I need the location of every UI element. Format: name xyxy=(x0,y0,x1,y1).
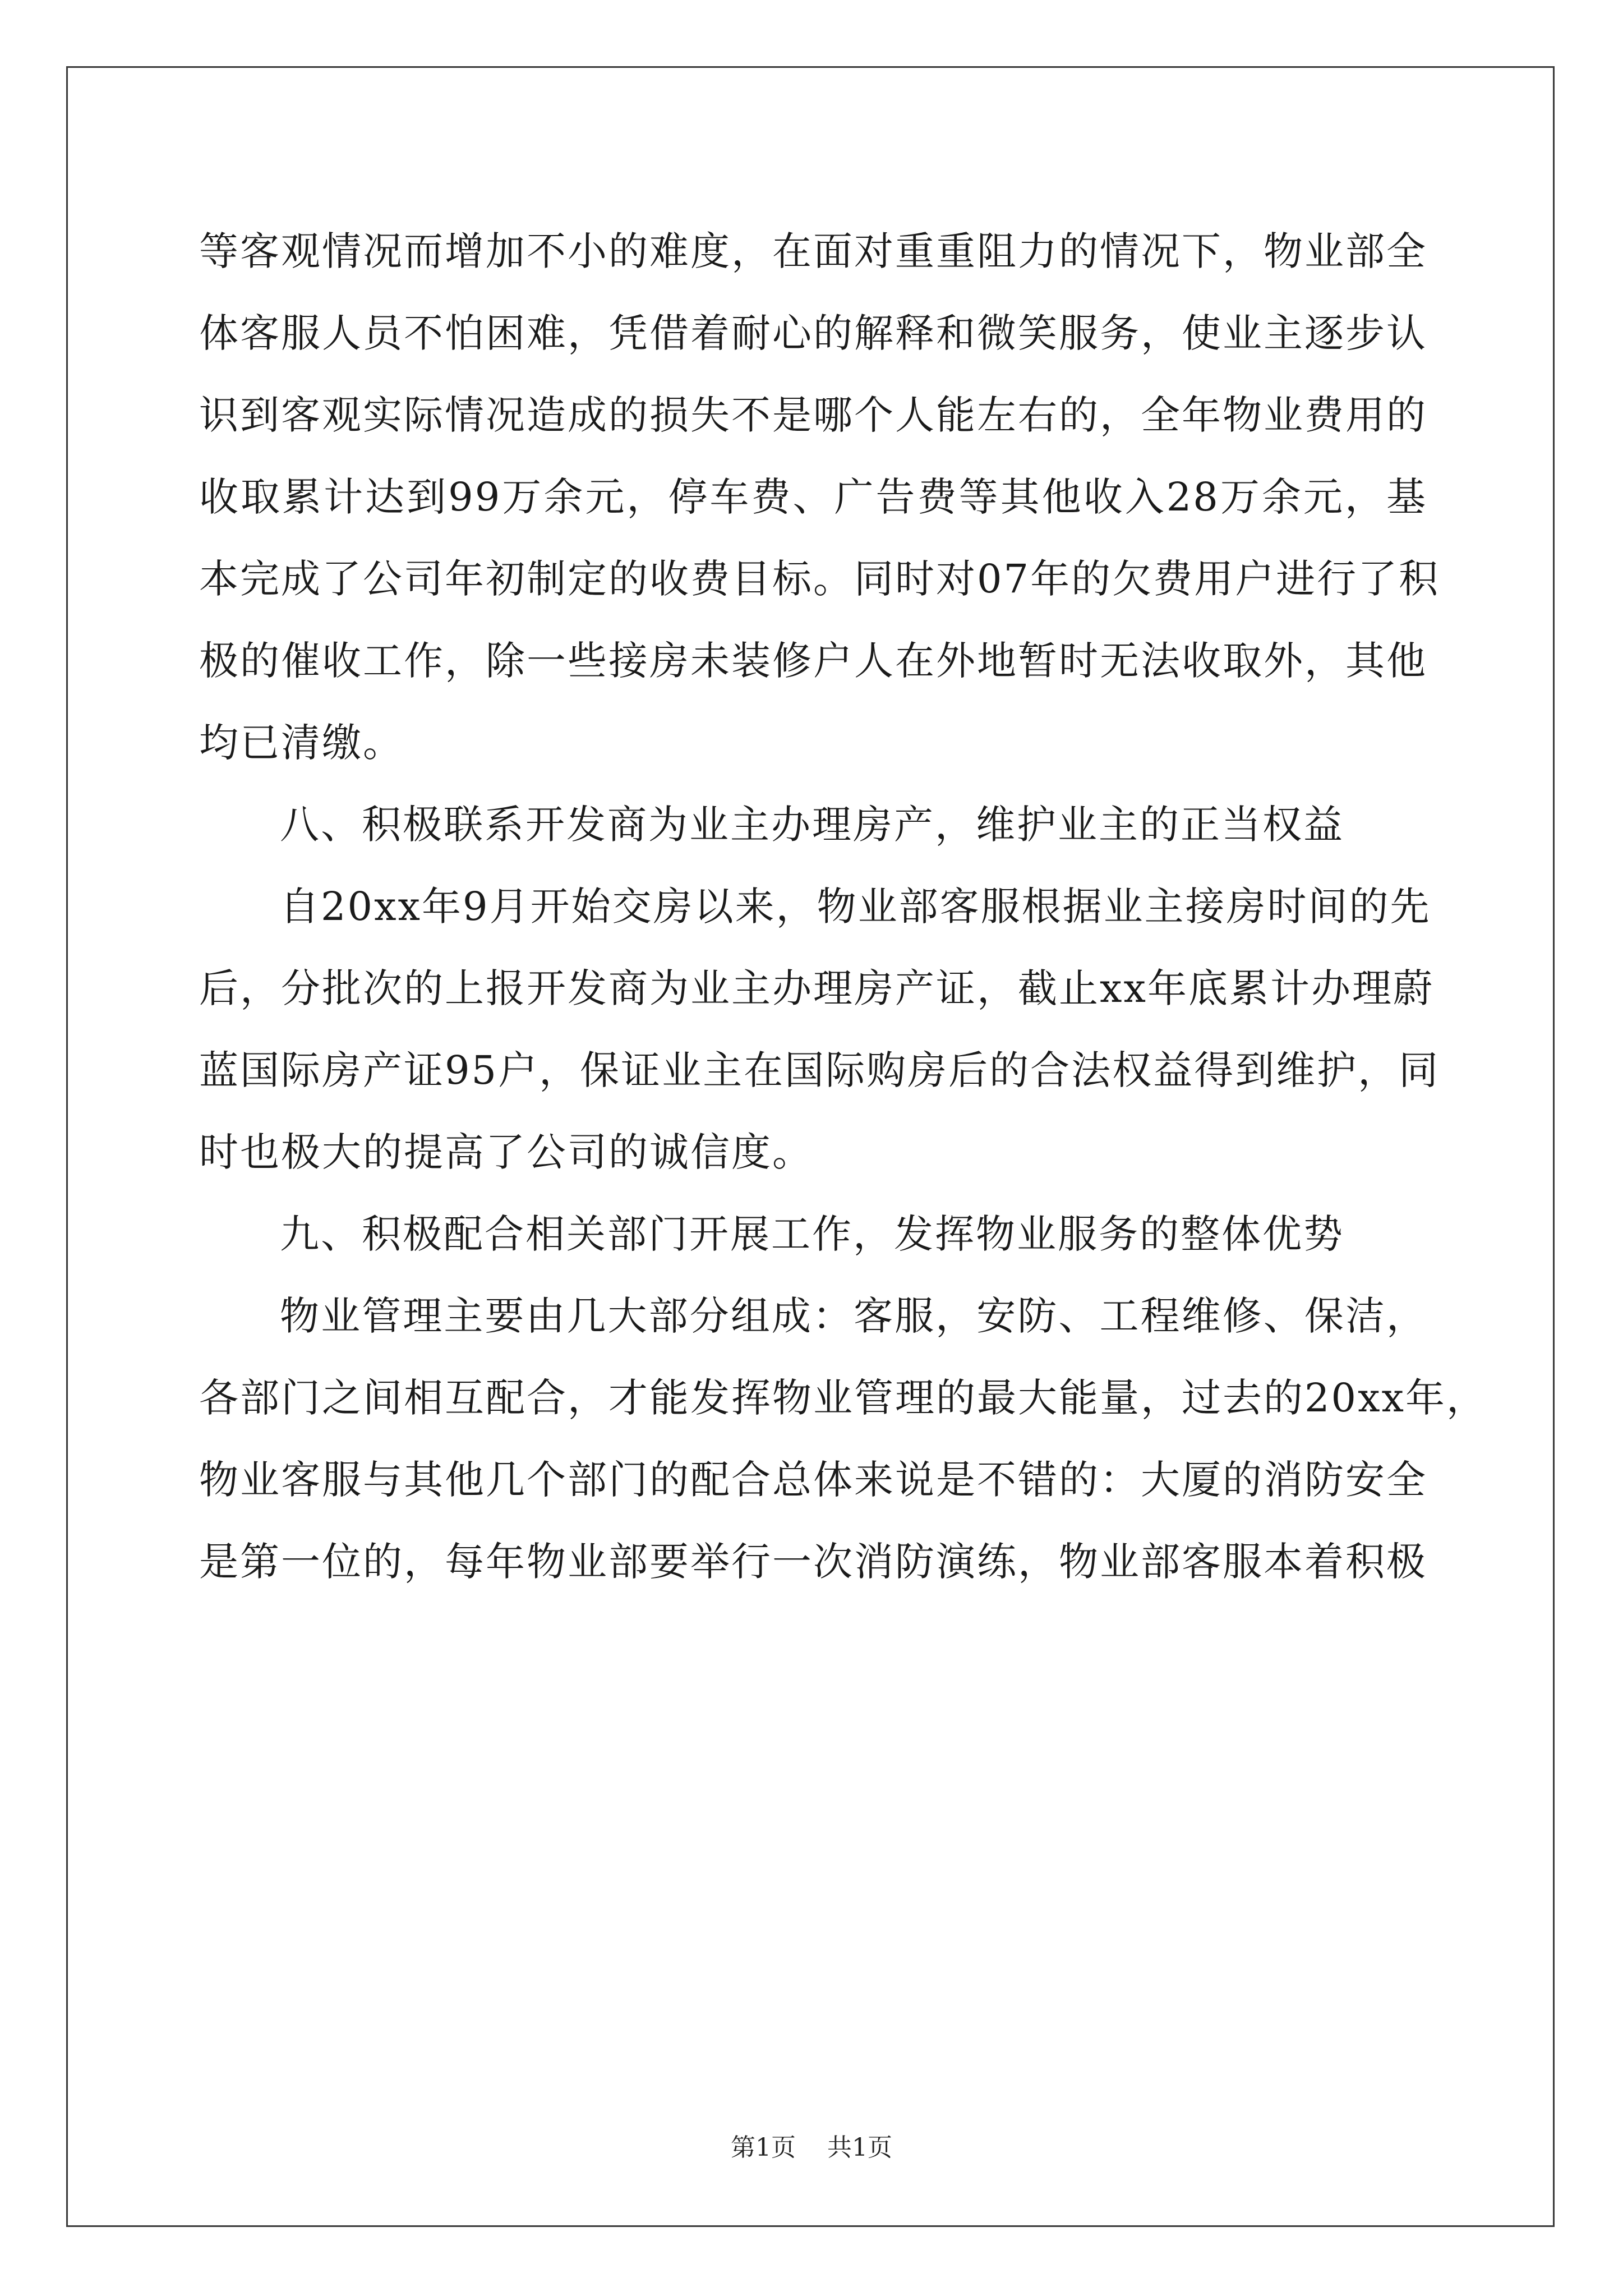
text-line: 体客服人员不怕困难，凭借着耐心的解释和微笑服务，使业主逐步认 xyxy=(199,310,1427,356)
text-line: 自20xx年9月开始交房以来，物业部客服根据业主接房时间的先 xyxy=(280,884,1431,930)
text-line: 收取累计达到99万余元，停车费、广告费等其他收入28万余元，基 xyxy=(199,474,1427,520)
page-footer xyxy=(0,2127,1623,2163)
text-line: 本完成了公司年初制定的收费目标。同时对07年的欠费用户进行了积 xyxy=(199,556,1440,602)
text-line: 物业客服与其他几个部门的配合总体来说是不错的：大厦的消防安全 xyxy=(199,1457,1427,1503)
text-line: 时也极大的提高了公司的诚信度。 xyxy=(199,1129,813,1175)
text-line: 各部门之间相互配合，才能发挥物业管理的最大能量，过去的20xx年， xyxy=(199,1375,1488,1421)
section-heading-9: 九、积极配合相关部门开展工作，发挥物业服务的整体优势 xyxy=(280,1211,1344,1257)
page-total: 共1页 xyxy=(827,2133,892,2162)
text-line: 均已清缴。 xyxy=(199,720,404,766)
document-body xyxy=(199,210,1488,1603)
page-number: 第1页 xyxy=(731,2133,796,2162)
section-heading-8: 八、积极联系开发商为业主办理房产，维护业主的正当权益 xyxy=(280,802,1344,848)
text-line: 是第一位的，每年物业部要举行一次消防演练，物业部客服本着积极 xyxy=(199,1539,1427,1585)
text-line: 极的催收工作，除一些接房未装修户人在外地暂时无法收取外，其他 xyxy=(199,638,1427,684)
text-line: 识到客观实际情况造成的损失不是哪个人能左右的，全年物业费用的 xyxy=(199,392,1427,438)
text-line: 物业管理主要由几大部分组成：客服，安防、工程维修、保洁， xyxy=(280,1293,1427,1339)
text-line: 等客观情况而增加不小的难度，在面对重重阻力的情况下，物业部全 xyxy=(199,228,1427,274)
text-line: 蓝国际房产证95户，保证业主在国际购房后的合法权益得到维护，同 xyxy=(199,1047,1440,1093)
text-line: 后，分批次的上报开发商为业主办理房产证，截止xx年底累计办理蔚 xyxy=(199,965,1434,1011)
